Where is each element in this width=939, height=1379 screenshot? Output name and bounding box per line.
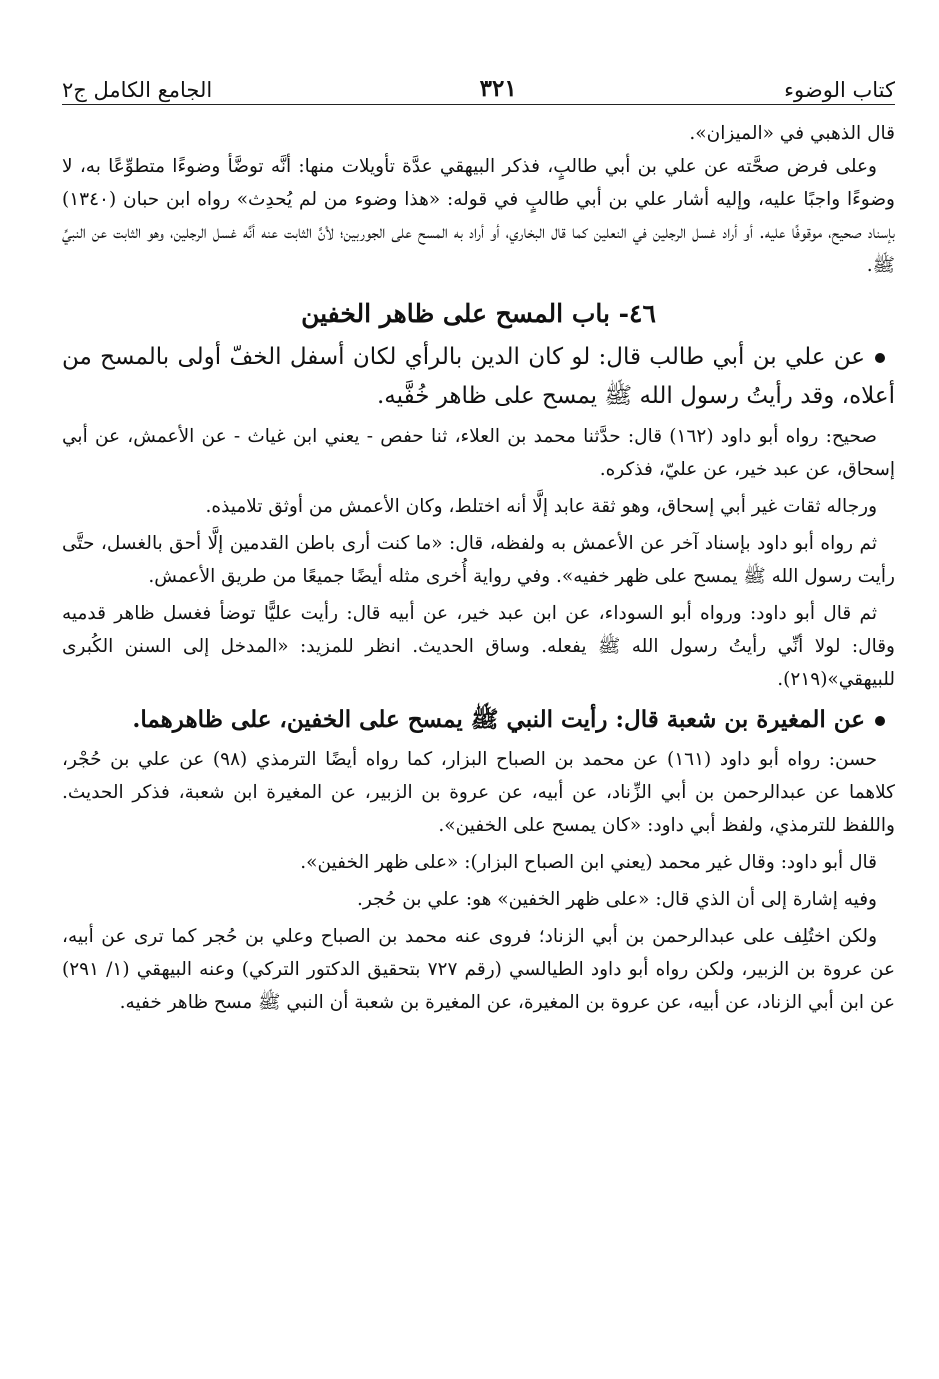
hadith-1-text: عن علي بن أبي طالب قال: لو كان الدين بالرأي لكان أسفل الخفّ أولى بالمسح من أعلاه، وقد رأيتُ رسول الله ﷺ يمسح على ظاهر خُفَّيه. (62, 344, 895, 409)
chapter-heading: ٤٦- باب المسح على ظاهر الخفين (301, 299, 656, 328)
book-page (62, 62, 895, 1019)
paragraph-2: وعلى فرض صحَّته عن علي بن أبي طالبٍ، فذكر البيهقي عدَّة تأويلات منها: أنَّه توضَّأ وضوءًا متطوِّعًا به، لا وضوءًا واجبًا عليه، وإليه أشار علي بن أبي طالبٍ في قوله: «هذا وضوء من لم يُحدِث» رواه ابن حبان (١٣٤٠) بإسناد صحيح، موقوفًا عليه. أو أراد غسل الرجلين في النعلين كما قال البخاري، أو أراد به المسح على الجوربين؛ لأنَّ الثابت عنه أنَّه غسل الرجلين، وهو الثابت عن النبيِّ ﷺ. (62, 156, 895, 276)
hadith-2 (62, 700, 895, 739)
hadith-2-text: عن المغيرة بن شعبة قال: رأيت النبي ﷺ يمسح على الخفين، على ظاهرهما. (132, 706, 865, 733)
hadith-1 (62, 338, 895, 416)
bullet-icon (875, 716, 885, 726)
paragraph-5: ثم رواه أبو داود بإسناد آخر عن الأعمش به ولفظه، قال: «ما كنت أرى باطن القدمين إلَّا أحق بالغسل، حتَّى رأيت رسول الله ﷺ يمسح على ظهر خفيه». وفي رواية أُخرى مثله أيضًا جميعًا من طريق الأعمش. (62, 533, 895, 587)
paragraph-1: قال الذهبي في «الميزان». (689, 123, 895, 144)
book-title: الجامع الكامل ج٢ (62, 78, 213, 102)
running-header (62, 62, 895, 105)
paragraph-3: صحيح: رواه أبو داود (١٦٢) قال: حدَّثنا محمد بن العلاء، ثنا حفص - يعني ابن غياث - عن الأعمش، عن أبي إسحاق، عن عبد خير، عن عليّ، فذكره. (62, 426, 895, 480)
paragraph-4: ورجاله ثقات غير أبي إسحاق، وهو ثقة عابد إلَّا أنه اختلط، وكان الأعمش من أوثق تلاميذه. (205, 496, 877, 517)
chapter-name: كتاب الوضوء (784, 78, 895, 102)
page-number: ٣٢١ (479, 75, 517, 102)
paragraph-7: حسن: رواه أبو داود (١٦١) عن محمد بن الصباح البزار، كما رواه أيضًا الترمذي (٩٨) عن علي بن حُجْر، كلاهما عن عبدالرحمن بن أبي الزِّناد، عن أبيه، عن عروة بن الزبير، عن المغيرة ابن شعبة، فذكر الحديث. واللفظ للترمذي، ولفظ أبي داود: «كان يمسح على الخفين». (62, 749, 895, 836)
bullet-icon (875, 353, 885, 363)
paragraph-6: ثم قال أبو داود: ورواه أبو السوداء، عن ابن عبد خير، عن أبيه قال: رأيت عليًّا توضأ فغسل ظاهر قدميه وقال: لولا أنِّي رأيتُ رسول الله ﷺ يفعله. وساق الحديث. انظر للمزيد: «المدخل إلى السنن الكُبرى للبيهقي»(٢١٩). (62, 603, 895, 690)
paragraph-10: ولكن اختُلِف على عبدالرحمن بن أبي الزناد؛ فروى عنه محمد بن الصباح وعلي بن حُجر كما ترى عن أبيه، عن عروة بن الزبير، ولكن رواه أبو داود الطيالسي (رقم ٧٢٧ بتحقيق الدكتور التركي) وعنه البيهقي (١/ ٢٩١) عن ابن أبي الزناد، عن أبيه، عن عروة بن المغيرة، عن المغيرة بن شعبة أن النبي ﷺ مسح ظاهر خفيه. (62, 926, 895, 1013)
paragraph-8: قال أبو داود: وقال غير محمد (يعني ابن الصباح البزار): «على ظهر الخفين». (300, 852, 877, 873)
page-body (62, 117, 895, 1019)
paragraph-9: وفيه إشارة إلى أن الذي قال: «على ظهر الخفين» هو: علي بن حُجر. (356, 889, 877, 910)
